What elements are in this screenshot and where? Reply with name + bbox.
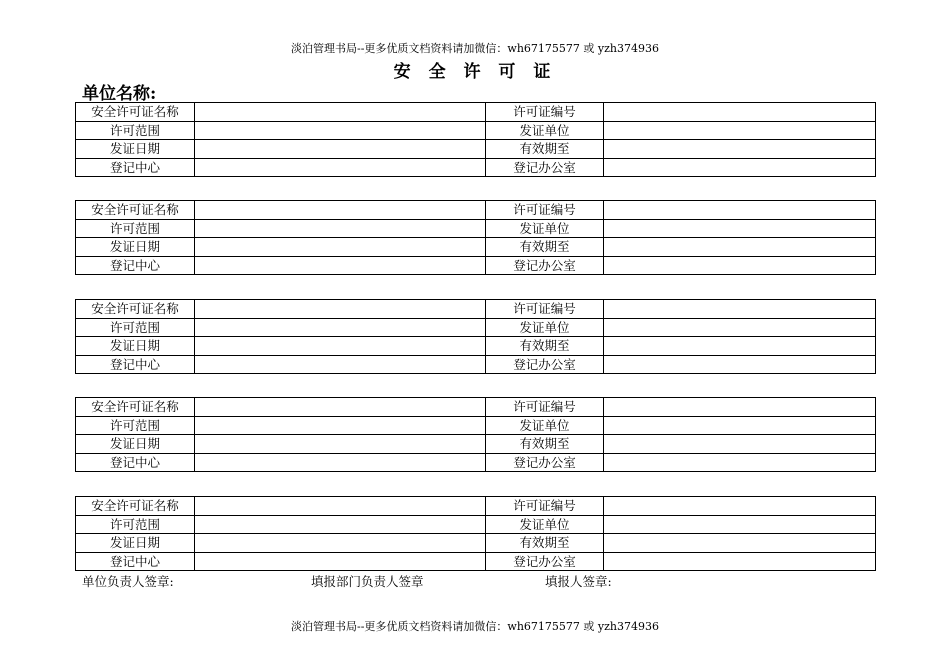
permit-number-field[interactable]: [604, 300, 876, 319]
unit-name-label: 单位名称:: [82, 84, 157, 104]
table-row: [76, 300, 876, 319]
registry-center-field[interactable]: [195, 355, 486, 374]
registry-office-field[interactable]: [604, 355, 876, 374]
permit-number-field[interactable]: [604, 103, 876, 122]
registry-center-label: 登记中心: [76, 552, 195, 571]
table-row: [76, 219, 876, 238]
registry-office-field[interactable]: [604, 158, 876, 177]
permit-number-field[interactable]: [604, 497, 876, 516]
issue-date-field[interactable]: [195, 534, 486, 553]
registry-center-label: 登记中心: [76, 158, 195, 177]
valid-until-field[interactable]: [604, 534, 876, 553]
scope-label: 许可范围: [76, 219, 195, 238]
scope-label: 许可范围: [76, 318, 195, 337]
registry-office-label: 登记办公室: [486, 453, 604, 472]
issuer-label: 发证单位: [486, 318, 604, 337]
issue-date-label: 发证日期: [76, 435, 195, 454]
permit-number-label: 许可证编号: [486, 300, 604, 319]
permit-name-label: 安全许可证名称: [76, 398, 195, 417]
permit-number-field[interactable]: [604, 398, 876, 417]
scope-field[interactable]: [195, 318, 486, 337]
permit-table: [75, 299, 876, 374]
registry-center-label: 登记中心: [76, 453, 195, 472]
permit-number-label: 许可证编号: [486, 103, 604, 122]
scope-label: 许可范围: [76, 515, 195, 534]
registry-center-field[interactable]: [195, 453, 486, 472]
issuer-field[interactable]: [604, 121, 876, 140]
scope-label: 许可范围: [76, 416, 195, 435]
registry-center-field[interactable]: [195, 552, 486, 571]
table-row: [76, 256, 876, 275]
valid-until-label: 有效期至: [486, 534, 604, 553]
registry-office-field[interactable]: [604, 453, 876, 472]
valid-until-label: 有效期至: [486, 140, 604, 159]
valid-until-label: 有效期至: [486, 337, 604, 356]
issuer-field[interactable]: [604, 318, 876, 337]
valid-until-field[interactable]: [604, 337, 876, 356]
scope-field[interactable]: [195, 121, 486, 140]
permit-name-label: 安全许可证名称: [76, 497, 195, 516]
table-row: [76, 453, 876, 472]
registry-office-field[interactable]: [604, 256, 876, 275]
permit-name-field[interactable]: [195, 201, 486, 220]
table-row: [76, 435, 876, 454]
permit-number-label: 许可证编号: [486, 398, 604, 417]
scope-label: 许可范围: [76, 121, 195, 140]
issuer-field[interactable]: [604, 416, 876, 435]
table-row: [76, 398, 876, 417]
unit-head-signature-label: 单位负责人签章:: [82, 574, 174, 589]
table-row: [76, 534, 876, 553]
issuer-field[interactable]: [604, 515, 876, 534]
issue-date-field[interactable]: [195, 337, 486, 356]
registry-center-label: 登记中心: [76, 256, 195, 275]
table-row: [76, 552, 876, 571]
valid-until-label: 有效期至: [486, 435, 604, 454]
permit-name-field[interactable]: [195, 103, 486, 122]
issuer-label: 发证单位: [486, 515, 604, 534]
registry-center-field[interactable]: [195, 256, 486, 275]
registry-office-label: 登记办公室: [486, 552, 604, 571]
scope-field[interactable]: [195, 515, 486, 534]
table-row: [76, 201, 876, 220]
issue-date-field[interactable]: [195, 435, 486, 454]
valid-until-label: 有效期至: [486, 238, 604, 257]
table-row: [76, 238, 876, 257]
permit-number-label: 许可证编号: [486, 201, 604, 220]
footer-note: 淡泊管理书局--更多优质文档资料请加微信：wh67175577 或 yzh374936: [291, 620, 659, 633]
filler-signature-label: 填报人签章:: [545, 574, 612, 589]
issue-date-field[interactable]: [195, 238, 486, 257]
scope-field[interactable]: [195, 219, 486, 238]
issue-date-label: 发证日期: [76, 337, 195, 356]
permit-number-field[interactable]: [604, 201, 876, 220]
valid-until-field[interactable]: [604, 140, 876, 159]
issue-date-label: 发证日期: [76, 140, 195, 159]
registry-center-label: 登记中心: [76, 355, 195, 374]
valid-until-field[interactable]: [604, 435, 876, 454]
issue-date-label: 发证日期: [76, 534, 195, 553]
document-title: 安 全 许 可 证: [393, 62, 557, 82]
permit-table: [75, 102, 876, 177]
registry-office-field[interactable]: [604, 552, 876, 571]
registry-office-label: 登记办公室: [486, 256, 604, 275]
issuer-label: 发证单位: [486, 219, 604, 238]
permit-name-field[interactable]: [195, 300, 486, 319]
table-row: [76, 497, 876, 516]
scope-field[interactable]: [195, 416, 486, 435]
table-row: [76, 140, 876, 159]
table-row: [76, 337, 876, 356]
table-row: [76, 416, 876, 435]
issuer-label: 发证单位: [486, 416, 604, 435]
issue-date-field[interactable]: [195, 140, 486, 159]
table-row: [76, 103, 876, 122]
permit-name-field[interactable]: [195, 497, 486, 516]
permit-table: [75, 496, 876, 571]
issuer-field[interactable]: [604, 219, 876, 238]
permit-table: [75, 200, 876, 275]
table-row: [76, 121, 876, 140]
issuer-label: 发证单位: [486, 121, 604, 140]
table-row: [76, 355, 876, 374]
permit-name-field[interactable]: [195, 398, 486, 417]
dept-head-signature-label: 填报部门负责人签章: [311, 574, 424, 589]
permit-name-label: 安全许可证名称: [76, 103, 195, 122]
registry-office-label: 登记办公室: [486, 158, 604, 177]
header-note: 淡泊管理书局--更多优质文档资料请加微信：wh67175577 或 yzh374936: [291, 42, 659, 55]
permit-table: [75, 397, 876, 472]
permit-name-label: 安全许可证名称: [76, 300, 195, 319]
signature-row: [0, 572, 950, 590]
permit-name-label: 安全许可证名称: [76, 201, 195, 220]
issue-date-label: 发证日期: [76, 238, 195, 257]
permit-number-label: 许可证编号: [486, 497, 604, 516]
valid-until-field[interactable]: [604, 238, 876, 257]
registry-center-field[interactable]: [195, 158, 486, 177]
table-row: [76, 515, 876, 534]
table-row: [76, 318, 876, 337]
table-row: [76, 158, 876, 177]
registry-office-label: 登记办公室: [486, 355, 604, 374]
